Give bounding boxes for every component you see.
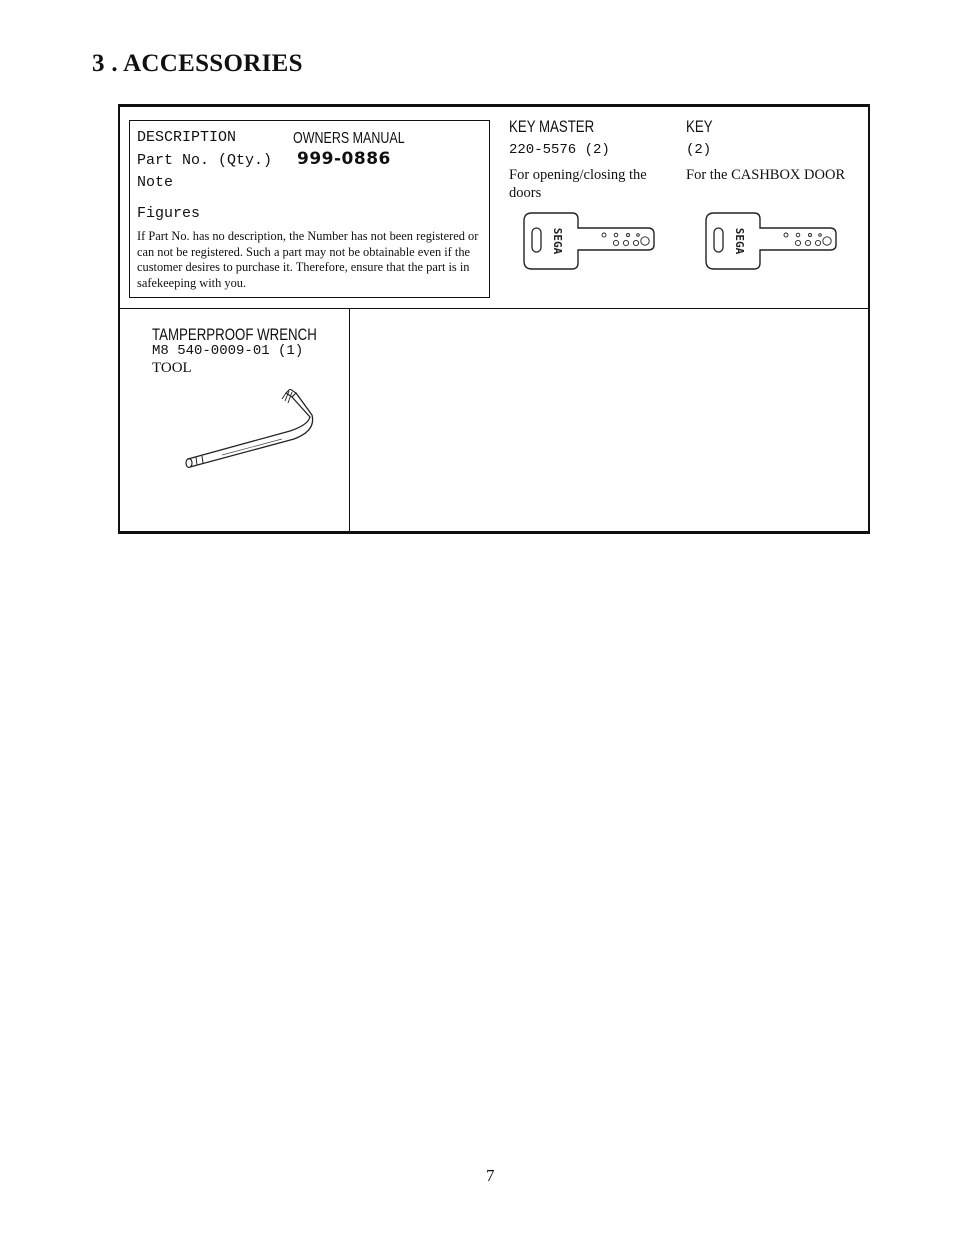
item-description: KEY (686, 117, 713, 136)
key-icon (702, 210, 842, 274)
item-note: For opening/closing the doors (509, 167, 647, 201)
item-description: TAMPERPROOF WRENCH (152, 325, 317, 344)
item-partno: (2) (686, 142, 712, 158)
item-note: TOOL (152, 360, 192, 376)
svg-text:SEGA: SEGA (551, 227, 564, 255)
legend-description-value: OWNERS MANUAL (293, 130, 405, 147)
accessories-table (118, 104, 870, 534)
legend-description-label: DESCRIPTION (137, 129, 237, 146)
legend-box (129, 120, 490, 298)
section-heading: 3 . ACCESSORIES (92, 50, 303, 77)
svg-text:SEGA: SEGA (733, 227, 746, 255)
legend-partno-label: Part No. (Qty.) (137, 152, 273, 169)
legend-figures-label: Figures (137, 205, 201, 222)
page-number: 7 (486, 1166, 495, 1185)
legend-note-label: Note (137, 174, 174, 191)
item-partno: M8 540-0009-01 (1) (152, 343, 304, 359)
l-wrench-icon (182, 389, 322, 473)
row-divider (120, 308, 868, 309)
legend-note-text: If Part No. has no description, the Number has not been registered or can not be registered. Such a part may not be obtainable even if the customer desires to purchase it. Therefore, ensure that the part is in safekeeping with you. (137, 229, 479, 290)
item-note: For the CASHBOX DOOR (686, 167, 846, 183)
item-partno: 220-5576 (2) (509, 142, 610, 158)
legend-partno-value: 999-0886 (297, 149, 391, 169)
item-description: KEY MASTER (509, 117, 595, 136)
key-icon (520, 210, 660, 274)
